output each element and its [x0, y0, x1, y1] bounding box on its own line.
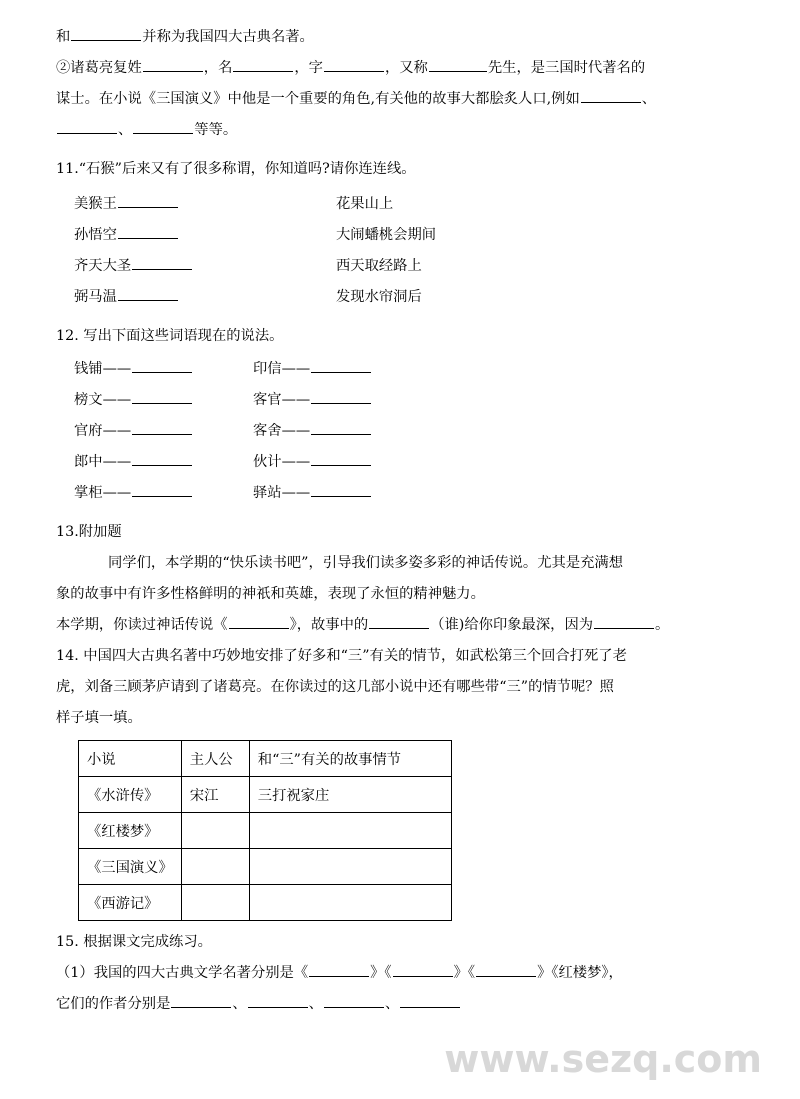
fill-blank[interactable]	[233, 57, 293, 72]
word-label: 榜文——	[74, 392, 132, 408]
fill-blank[interactable]	[71, 26, 141, 41]
fill-blank[interactable]	[311, 389, 371, 404]
word-label: 郎中——	[74, 454, 132, 470]
item-13-text-b: 》，故事中的	[289, 617, 369, 633]
table-cell-plot[interactable]	[249, 885, 451, 921]
fill-blank[interactable]	[369, 614, 429, 629]
item-13-fill-line	[56, 610, 748, 641]
item-14-prompt-line-3: 样子填一填。	[56, 710, 142, 726]
fill-blank[interactable]	[57, 119, 117, 134]
word-row	[56, 478, 748, 509]
fill-blank[interactable]	[118, 193, 178, 208]
item-10-2-line-3	[56, 115, 748, 146]
table-cell-novel: 《三国演义》	[79, 849, 182, 885]
fill-blank[interactable]	[324, 993, 384, 1008]
word-cell	[253, 478, 372, 509]
table-cell-plot[interactable]	[249, 813, 451, 849]
fill-blank[interactable]	[171, 993, 231, 1008]
fill-blank[interactable]	[594, 614, 654, 629]
item-15-text-g: 、	[308, 996, 323, 1012]
matching-right-label: 发现水帘洞后	[336, 289, 422, 305]
item-15-text-f: 、	[232, 996, 247, 1012]
item-12-word-list	[56, 354, 748, 509]
fill-blank[interactable]	[429, 57, 487, 72]
item-15-text-d: 》《红楼梦》，	[537, 965, 623, 981]
item-15-text-e: 它们的作者分别是	[56, 996, 171, 1012]
fill-blank[interactable]	[311, 451, 371, 466]
table-row	[79, 813, 452, 849]
matching-right-cell[interactable]	[336, 282, 422, 313]
item-14-prompt-line-1: 14. 中国四大古典名著中巧妙地安排了好多和“三”有关的情节，如武松第三个回合打死了老	[56, 648, 627, 664]
fill-blank[interactable]	[248, 993, 308, 1008]
item-13-body-line-2: 象的故事中有许多性格鲜明的神祇和英雄，表现了永恒的精神魅力。	[56, 586, 485, 602]
fill-blank[interactable]	[311, 358, 371, 373]
table-header-row	[79, 741, 452, 777]
table-row	[79, 885, 452, 921]
word-cell	[56, 447, 253, 478]
fill-blank[interactable]	[476, 962, 536, 977]
table-cell-novel: 《红楼梦》	[79, 813, 182, 849]
item-15-sub-1-line-2	[56, 989, 748, 1020]
fill-blank[interactable]	[311, 482, 371, 497]
matching-left-cell[interactable]	[56, 220, 336, 251]
matching-right-cell[interactable]	[336, 220, 436, 251]
table-cell-character[interactable]: 宋江	[181, 777, 249, 813]
matching-row	[56, 282, 748, 313]
fill-blank[interactable]	[118, 286, 178, 301]
item-15-prompt: 15. 根据课文完成练习。	[56, 934, 212, 950]
item-13-text-c: （谁)给你印象最深，因为	[430, 617, 594, 633]
word-row	[56, 447, 748, 478]
top-fragment-suffix: 并称为我国四大古典名著。	[142, 29, 314, 45]
item-15-sub-1-line-1	[56, 958, 748, 989]
item-14-prompt-line-2: 虎，刘备三顾茅庐请到了诸葛亮。在你读过的这几部小说中还有哪些带“三”的情节呢？照	[56, 679, 614, 695]
word-label: 钱铺——	[74, 361, 132, 377]
table-cell-character[interactable]	[181, 885, 249, 921]
matching-left-label: 美猴王	[74, 196, 117, 212]
table-cell-character[interactable]	[181, 813, 249, 849]
word-label: 伙计——	[253, 454, 311, 470]
item-13-text-a: 本学期，你读过神话传说《	[56, 617, 228, 633]
matching-row	[56, 189, 748, 220]
word-row	[56, 416, 748, 447]
fill-blank[interactable]	[132, 482, 192, 497]
table-cell-novel: 《水浒传》	[79, 777, 182, 813]
table-row	[79, 777, 452, 813]
word-row	[56, 385, 748, 416]
matching-left-label: 弼马温	[74, 289, 117, 305]
item-11-prompt: 11.“石猴”后来又有了很多称谓，你知道吗?请你连连线。	[56, 161, 416, 177]
matching-left-label: 齐天大圣	[74, 258, 132, 274]
word-label: 客舍——	[253, 423, 311, 439]
fill-blank[interactable]	[400, 993, 460, 1008]
word-cell	[253, 354, 372, 385]
item-10-2-text-d: ，又称	[384, 60, 428, 76]
fill-blank[interactable]	[393, 962, 453, 977]
matching-right-cell[interactable]	[336, 189, 393, 220]
fill-blank[interactable]	[311, 420, 371, 435]
item-10-2-line-2	[56, 84, 748, 115]
top-fragment	[56, 22, 748, 53]
word-label: 客官——	[253, 392, 311, 408]
fill-blank[interactable]	[309, 962, 369, 977]
fill-blank[interactable]	[229, 614, 289, 629]
word-label: 官府——	[74, 423, 132, 439]
fill-blank[interactable]	[132, 389, 192, 404]
word-label: 印信——	[253, 361, 311, 377]
item-13-text-d: 。	[655, 617, 670, 633]
matching-right-label: 西天取经路上	[336, 258, 422, 274]
word-cell	[253, 447, 372, 478]
item-10-2-text-f: 谋士。在小说《三国演义》中他是一个重要的角色,有关他的故事大都脍炙人口,例如	[56, 91, 580, 107]
matching-right-label: 花果山上	[336, 196, 394, 212]
item-10-2-text-b: ，名	[203, 60, 233, 76]
item-10-2-text-g: 、	[641, 91, 657, 107]
table-row	[79, 849, 452, 885]
matching-left-cell[interactable]	[56, 282, 336, 313]
fill-blank[interactable]	[132, 255, 192, 270]
matching-left-cell[interactable]	[56, 189, 336, 220]
matching-row	[56, 220, 748, 251]
word-cell	[56, 354, 253, 385]
word-cell	[253, 385, 372, 416]
word-row	[56, 354, 748, 385]
table-cell-character[interactable]	[181, 849, 249, 885]
matching-row	[56, 251, 748, 282]
item-13-body-line-1: 同学们，本学期的“快乐读书吧”，引导我们读多姿多彩的神话传说。尤其是充满想	[108, 555, 624, 571]
table-cell-plot[interactable]: 三打祝家庄	[249, 777, 451, 813]
item-12-prompt: 12. 写出下面这些词语现在的说法。	[56, 328, 284, 344]
top-fragment-prefix: 和	[56, 29, 71, 45]
item-15-text-b: 》《	[370, 965, 392, 981]
item-15-text-c: 》《	[453, 965, 476, 981]
story-table	[78, 740, 452, 921]
table-header-cell: 主人公	[181, 741, 249, 777]
item-10-2-text-a: ②诸葛亮复姓	[56, 60, 142, 76]
word-cell	[56, 478, 253, 509]
matching-left-label: 孙悟空	[74, 227, 117, 243]
item-11-matching-exercise	[56, 189, 748, 313]
item-10-2-line-1	[56, 53, 748, 84]
watermark: www.sezq.com	[444, 1037, 762, 1081]
fill-blank[interactable]	[133, 119, 193, 134]
item-10-2-text-e: 先生，是三国时代著名的	[487, 60, 646, 76]
word-cell	[253, 416, 372, 447]
item-10-2-text-i: 等等。	[194, 122, 238, 138]
table-cell-plot[interactable]	[249, 849, 451, 885]
word-cell	[56, 385, 253, 416]
matching-right-cell[interactable]	[336, 251, 422, 282]
fill-blank[interactable]	[581, 88, 641, 103]
matching-left-cell[interactable]	[56, 251, 336, 282]
item-13-prompt: 13.附加题	[56, 524, 122, 540]
fill-blank[interactable]	[132, 420, 192, 435]
item-10-2-text-h: 、	[118, 122, 133, 138]
fill-blank[interactable]	[118, 224, 178, 239]
table-header-cell: 和“三”有关的故事情节	[249, 741, 451, 777]
fill-blank[interactable]	[324, 57, 384, 72]
table-header-cell: 小说	[79, 741, 182, 777]
matching-right-label: 大闹蟠桃会期间	[336, 227, 437, 243]
item-15-text-h: 、	[384, 996, 400, 1012]
fill-blank[interactable]	[143, 57, 203, 72]
table-cell-novel: 《西游记》	[79, 885, 182, 921]
word-label: 驿站——	[253, 485, 311, 501]
fill-blank[interactable]	[132, 358, 192, 373]
item-10-2-text-c: ，字	[294, 60, 323, 76]
word-label: 掌柜——	[74, 485, 132, 501]
fill-blank[interactable]	[132, 451, 192, 466]
item-15-text-a: （1）我国的四大古典文学名著分别是《	[56, 965, 309, 981]
word-cell	[56, 416, 253, 447]
